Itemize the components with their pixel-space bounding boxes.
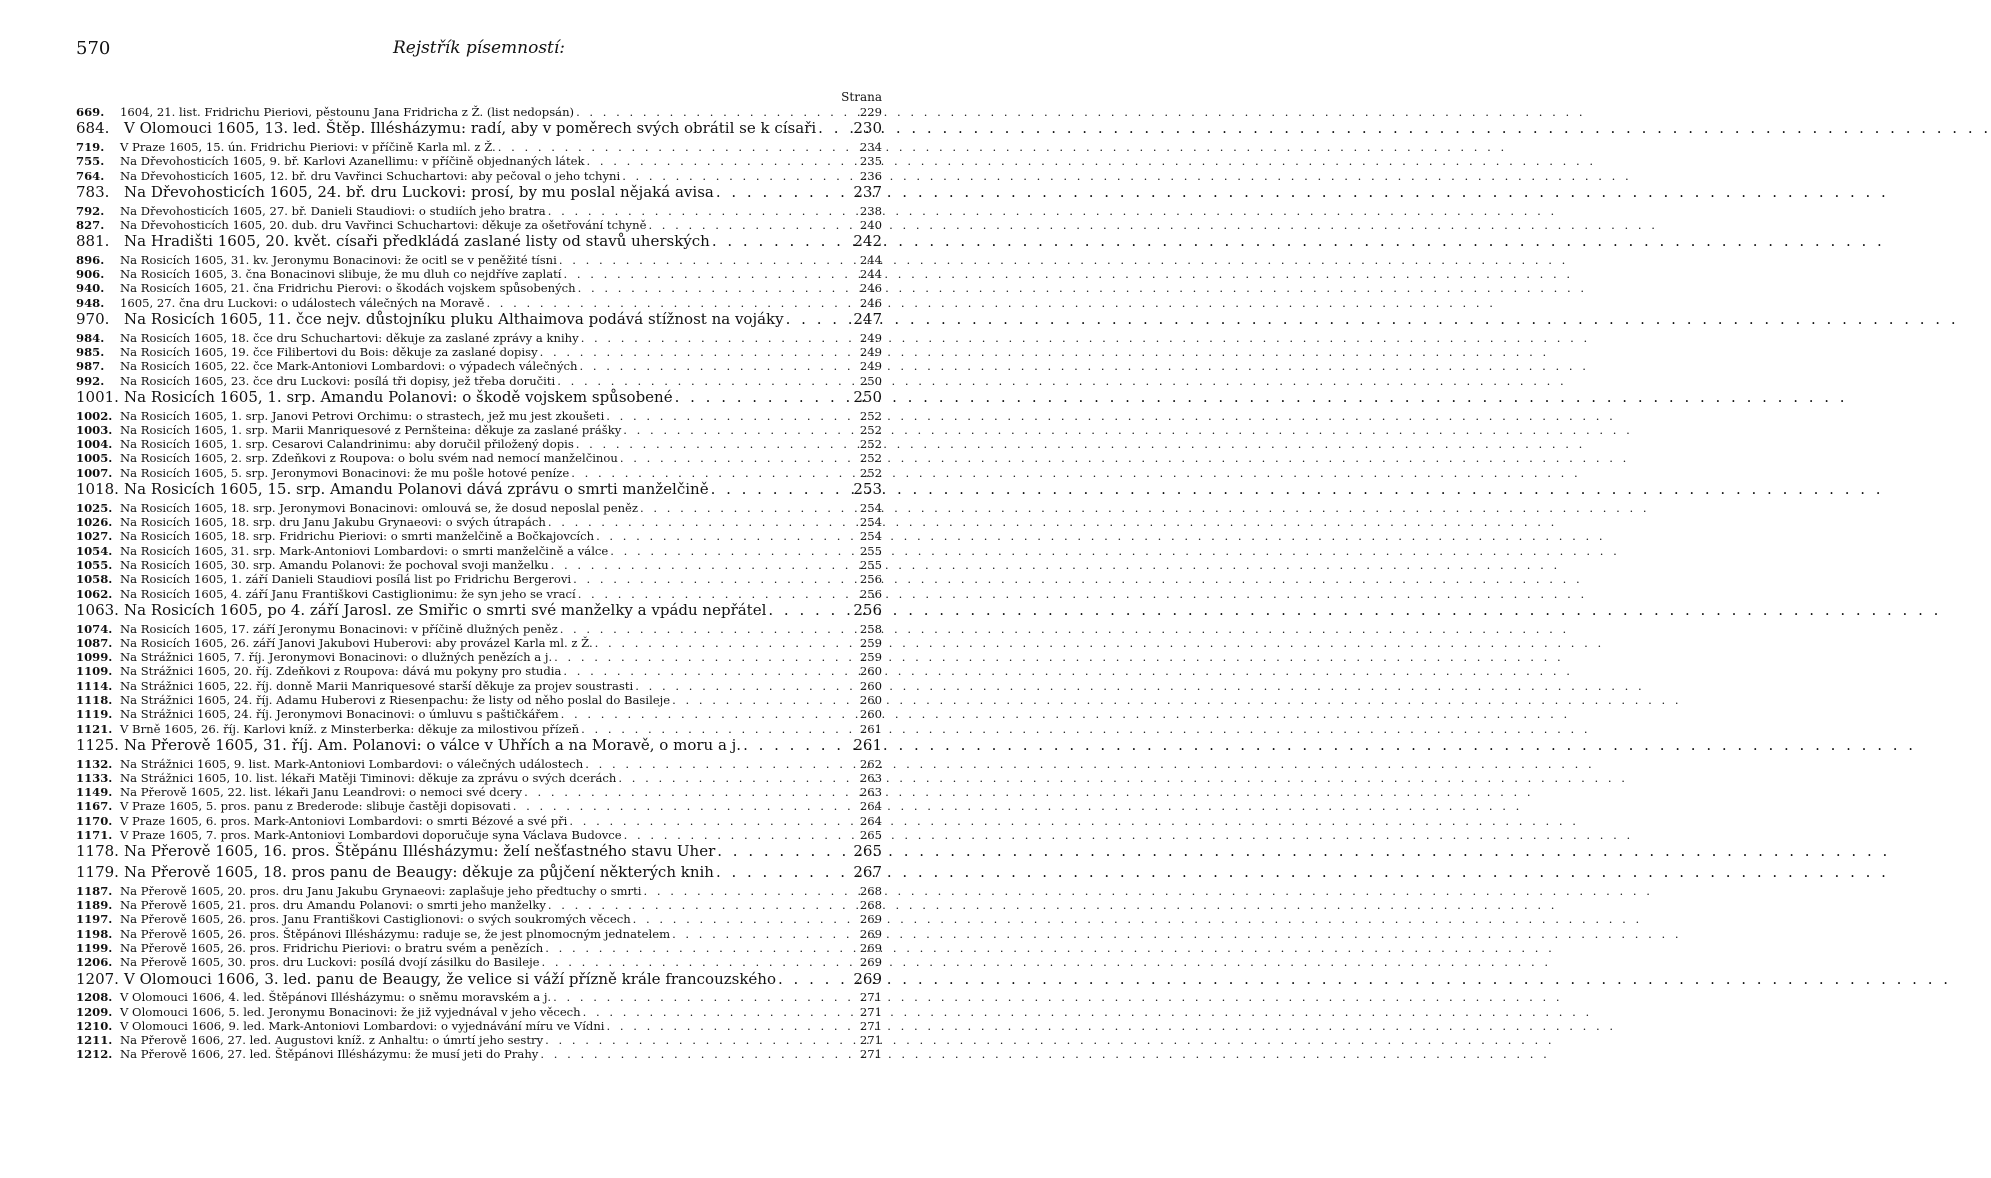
entry-number: 1209.: [76, 1004, 113, 1019]
entry-number: 1118.: [76, 693, 113, 708]
entry-text: Na Strážnici 1605, 24. říj. Adamu Huberovi z Riesenpachu: že listy od něho poslal do Basileje: [120, 693, 671, 708]
dot-leader: [561, 709, 846, 721]
entry-text: Na Dřevohosticích 1605, 20. dub. dru Vavřinci Schuchartovi: děkuje za ošetřování tchyně: [120, 217, 647, 232]
entry-number: 827.: [76, 217, 105, 232]
entry-text: Na Rosicích 1605, 15. srp. Amandu Polanovi dává zprávu o smrti manželčině: [124, 480, 709, 499]
dot-leader: [548, 517, 846, 529]
index-entry: [76, 600, 882, 624]
dot-leader: [578, 283, 846, 295]
dot-leader: [635, 681, 846, 693]
dot-leader: [579, 361, 846, 373]
entry-page: 254: [859, 500, 882, 515]
entry-number: 940.: [76, 281, 105, 296]
entry-number: 987.: [76, 359, 105, 374]
entry-number: 1197.: [76, 912, 113, 927]
dot-leader: [573, 574, 846, 586]
entry-text: V Praze 1605, 7. pros. Mark-Antoniovi Lombardovi doporučuje syna Václava Budovce: [120, 828, 622, 843]
entry-text: Na Rosicích 1605, 4. září Janu Františkovi Castiglionimu: že syn jeho se vrací: [120, 586, 576, 601]
entry-page: 259: [859, 635, 882, 650]
dot-leader: [583, 1007, 846, 1019]
entry-number: 1074.: [76, 621, 113, 636]
entry-page: 264: [859, 799, 882, 814]
entry-number: 1025.: [76, 500, 113, 515]
dot-leader: [620, 453, 846, 465]
entry-number: 1125.: [76, 735, 119, 754]
entry-page: 265: [853, 842, 882, 861]
entry-page: 253: [853, 480, 882, 499]
entry-page: 234: [859, 139, 882, 154]
dot-leader: [596, 531, 846, 543]
entry-number: 1058.: [76, 572, 113, 587]
entry-page: 269: [853, 969, 882, 988]
dot-leader: [595, 638, 846, 650]
entry-text: Na Rosicích 1605, 21. čna Fridrichu Pierovi: o škodách vojskem spůsobených: [120, 281, 576, 296]
entry-page: 256: [859, 586, 882, 601]
dot-leader: [717, 844, 846, 859]
entry-text: Na Přerově 1605, 26. pros. Štěpánovi Illésházymu: raduje se, že jest plnomocným jednatelem: [120, 926, 671, 941]
entry-page: 236: [859, 168, 882, 183]
entry-number: 896.: [76, 252, 105, 267]
entry-text: Na Přerově 1605, 16. pros. Štěpánu Illésházymu: želí nešťastného stavu Uher: [124, 842, 716, 861]
entry-page: 254: [859, 515, 882, 530]
dot-leader: [542, 957, 846, 969]
entry-page: 237: [853, 182, 882, 201]
entry-number: 985.: [76, 345, 105, 360]
entry-text: Na Rosicích 1605, 23. čce dru Luckovi: posílá tři dopisy, jež třeba doručiti: [120, 373, 556, 388]
entry-number: 1005.: [76, 451, 113, 466]
dot-leader: [712, 234, 846, 249]
entry-text: Na Přerově 1605, 26. pros. Fridrichu Pieriovi: o bratru svém a penězích: [120, 940, 544, 955]
entry-page: 271: [859, 1047, 882, 1062]
entry-text: Na Rosicích 1605, 1. srp. Janovi Petrovi Orchimu: o strastech, jež mu jest zkoušeti: [120, 408, 605, 423]
entry-page: 252: [859, 408, 882, 423]
entry-text: V Olomouci 1606, 3. led. panu de Beaugy, že velice si váží přízně krále francouzského: [124, 969, 777, 988]
entry-text: Na Rosicích 1605, 18. srp. Fridrichu Pieriovi: o smrti manželčině a Bočkajovcích: [120, 529, 595, 544]
entry-number: 792.: [76, 203, 105, 218]
entry-text: Na Rosicích 1605, 18. čce dru Schuchartovi: děkuje za zaslané zprávy a knihy: [120, 330, 579, 345]
entry-text: Na Rosicích 1605, 22. čce Mark-Antoniovi Lombardovi: o výpadech válečných: [120, 359, 578, 374]
entry-number: 755.: [76, 154, 105, 169]
dot-leader: [540, 1049, 846, 1061]
entry-page: 258: [859, 621, 882, 636]
entry-page: 252: [859, 451, 882, 466]
dot-leader: [559, 255, 846, 267]
entry-number: 1198.: [76, 926, 113, 941]
entry-text: Na Rosicích 1605, 30. srp. Amandu Polanovi: že pochoval svoji manželku: [120, 557, 549, 572]
page-column-label: Strana: [841, 90, 882, 104]
dot-leader: [618, 773, 846, 785]
entry-page: 259: [859, 650, 882, 665]
entry-text: Na Přerově 1605, 18. pros panu de Beaugy: děkuje za půjčení některých knih: [124, 863, 714, 882]
entry-page: 261: [853, 735, 882, 754]
entry-text: V Praze 1605, 15. ún. Fridrichu Pieriovi: v příčině Karla ml. z Ž.: [120, 139, 496, 154]
entry-page: 242: [853, 232, 882, 251]
entry-text: V Praze 1605, 6. pros. Mark-Antoniovi Lombardovi: o smrti Bézové a své při: [120, 813, 568, 828]
entry-number: 1054.: [76, 543, 113, 558]
dot-leader: [585, 759, 846, 771]
entry-number: 764.: [76, 168, 105, 183]
entry-text: Na Rosicích 1605, 5. srp. Jeronymovi Bonacinovi: že mu pošle hotové peníze: [120, 465, 570, 480]
entry-text: Na Přerově 1605, 21. pros. dru Amandu Polanovi: o smrti jeho manželky: [120, 898, 546, 913]
entry-text: Na Rosicích 1605, 1. srp. Amandu Polanovi: o škodě vojskem spůsobené: [124, 387, 673, 406]
entry-number: 1207.: [76, 969, 119, 988]
entry-text: Na Přerově 1605, 26. pros. Janu Františkovi Castiglionovi: o svých soukromých věcech: [120, 912, 631, 927]
entry-page: 267: [853, 863, 882, 882]
entry-text: Na Strážnici 1605, 24. říj. Jeronymovi Bonacinovi: o úmluvu s paštičkářem: [120, 707, 559, 722]
entry-page: 264: [859, 813, 882, 828]
entry-number: 1002.: [76, 408, 113, 423]
entry-number: 1026.: [76, 515, 113, 530]
entry-text: Na Přerově 1606, 27. led. Štěpánovi Illésházymu: že musí jeti do Prahy: [120, 1047, 539, 1062]
index-entry: [76, 969, 882, 993]
entry-page: 252: [859, 437, 882, 452]
entry-page: 260: [859, 707, 882, 722]
dot-leader: [557, 376, 846, 388]
entry-number: 1199.: [76, 940, 113, 955]
index-entry: [76, 182, 882, 206]
entry-text: Na Dřevohosticích 1605, 27. bř. Danieli Staudiovi: o studiích jeho bratra: [120, 203, 546, 218]
dot-leader: [540, 347, 846, 359]
entry-text: Na Rosicích 1605, 19. čce Filibertovi du Bois: děkuje za zaslané dopisy: [120, 345, 538, 360]
entry-number: 1149.: [76, 785, 113, 800]
entry-number: 1210.: [76, 1018, 113, 1033]
entry-number: 1171.: [76, 828, 113, 843]
entry-text: Na Strážnici 1605, 22. říj. donně Marii Manriquesové starší děkuje za projev soustrasti: [120, 678, 634, 693]
entry-text: Na Rosicích 1605, 1. září Danieli Staudiovi posílá list po Fridrichu Bergerovi: [120, 572, 572, 587]
entry-number: 1007.: [76, 465, 113, 480]
entry-text: V Olomouci 1606, 4. led. Štěpánovi Illésházymu: o sněmu moravském a j.: [120, 990, 552, 1005]
entry-number: 1187.: [76, 883, 113, 898]
entry-page: 268: [859, 898, 882, 913]
entry-page: 269: [859, 926, 882, 941]
index-entry: [76, 234, 882, 255]
entry-text: Na Strážnici 1605, 7. říj. Jeronymovi Bonacinovi: o dlužných penězích a j.: [120, 650, 553, 665]
entry-page: 244: [859, 267, 882, 282]
entry-text: Na Strážnici 1605, 9. list. Mark-Antoniovi Lombardovi: o válečných událostech: [120, 756, 584, 771]
index-entry: [76, 735, 882, 759]
entry-number: 906.: [76, 267, 105, 282]
entry-number: 1178.: [76, 842, 119, 861]
entry-number: 881.: [76, 232, 110, 251]
entry-page: 269: [859, 940, 882, 955]
entry-page: 269: [859, 912, 882, 927]
entry-number: 783.: [76, 182, 110, 201]
entry-page: 247: [853, 310, 882, 329]
entry-text: Na Rosicích 1605, 18. srp. Jeronymovi Bonacinovi: omlouvá se, že dosud neposlal peněz: [120, 500, 639, 515]
entry-text: Na Přerově 1606, 27. led. Augustovi kníž. z Anhaltu: o úmrtí jeho sestry: [120, 1033, 544, 1048]
entry-number: 1001.: [76, 387, 119, 406]
entry-number: 1099.: [76, 650, 113, 665]
index-entries: [76, 107, 882, 1064]
entry-page: 246: [859, 281, 882, 296]
entry-text: Na Přerově 1605, 30. pros. dru Luckovi: posílá dvojí zásilku do Basileje: [120, 955, 540, 970]
entry-page: 256: [853, 600, 882, 619]
index-entry: [76, 482, 882, 503]
entry-number: 1027.: [76, 529, 113, 544]
entry-page: 269: [859, 955, 882, 970]
index-entry: [76, 865, 882, 886]
dot-leader: [513, 801, 846, 813]
entry-text: Na Dřevohosticích 1605, 9. bř. Karlovi Azanellimu: v příčině objednaných látek: [120, 154, 585, 169]
entry-text: Na Rosicích 1605, 31. kv. Jeronymu Bonacinovi: že ocitl se v peněžité tísni: [120, 252, 557, 267]
entry-text: Na Přerově 1605, 20. pros. dru Janu Jakubu Grynaeovi: zaplašuje jeho předtuchy o smrti: [120, 883, 642, 898]
entry-page: 250: [859, 373, 882, 388]
entry-number: 948.: [76, 295, 105, 310]
entry-page: 235: [859, 154, 882, 169]
entry-number: 1133.: [76, 770, 113, 785]
entry-number: 1109.: [76, 664, 113, 679]
entry-page: 263: [859, 785, 882, 800]
dot-leader: [560, 624, 846, 636]
entry-text: V Praze 1605, 5. pros. panu z Brederode: slibuje častěji dopisovati: [120, 799, 511, 814]
entry-text: Na Rosicích 1605, 2. srp. Zdeňkovi z Roupova: o bolu svém nad nemocí manželčinou: [120, 451, 618, 466]
entry-page: 250: [853, 387, 882, 406]
entry-page: 260: [859, 693, 882, 708]
entry-text: Na Rosicích 1605, 1. srp. Cesarovi Calandrinimu: aby doručil přiložený dopis: [120, 437, 574, 452]
dot-leader: [581, 724, 846, 736]
dot-leader: [743, 738, 846, 753]
entry-number: 1212.: [76, 1047, 113, 1062]
dot-leader: [643, 886, 846, 898]
entry-number: 1208.: [76, 990, 113, 1005]
index-entry: [76, 387, 882, 411]
entry-number: 684.: [76, 119, 110, 138]
entry-text: Na Hradišti 1605, 20. květ. císaři předkládá zaslané listy od stavů uherských: [124, 232, 710, 251]
dot-leader: [648, 220, 846, 232]
entry-page: 260: [859, 664, 882, 679]
entry-page: 246: [859, 295, 882, 310]
entry-number: 1018.: [76, 480, 119, 499]
dot-leader: [545, 943, 846, 955]
dot-leader: [610, 546, 846, 558]
dot-leader: [716, 865, 846, 880]
dot-leader: [587, 156, 846, 168]
entry-page: 249: [859, 345, 882, 360]
dot-leader: [569, 816, 846, 828]
entry-text: Na Přerově 1605, 22. list. lékaři Janu Leandrovi: o nemoci své dcery: [120, 785, 523, 800]
dot-leader: [672, 929, 846, 941]
page-header: [76, 38, 882, 62]
dot-leader: [498, 142, 846, 154]
entry-page: 252: [859, 465, 882, 480]
entry-text: V Olomouci 1606, 9. led. Mark-Antoniovi Lombardovi: o vyjednávání míru ve Vídni: [120, 1018, 605, 1033]
entry-page: 249: [859, 359, 882, 374]
entry-page: 255: [859, 557, 882, 572]
index-entry: [76, 312, 882, 333]
entry-text: Na Rosicích 1605, 3. čna Bonacinovi slibuje, že mu dluh co nejdříve zaplatí: [120, 267, 562, 282]
dot-leader: [576, 439, 846, 451]
dot-leader: [578, 589, 846, 601]
entry-number: 1063.: [76, 600, 119, 619]
entry-page: 271: [859, 1018, 882, 1033]
dot-leader: [548, 206, 846, 218]
dot-leader: [818, 121, 846, 136]
entry-page: 265: [859, 828, 882, 843]
dot-leader: [553, 992, 846, 1004]
entry-page: 271: [859, 1004, 882, 1019]
dot-leader: [607, 1021, 846, 1033]
page-number: 570: [76, 38, 111, 59]
entry-number: 1211.: [76, 1033, 113, 1048]
dot-leader: [551, 560, 846, 572]
entry-number: 992.: [76, 373, 105, 388]
entry-number: 1121.: [76, 721, 113, 736]
dot-leader: [623, 425, 846, 437]
index-entry: [76, 1049, 882, 1063]
entry-number: 1206.: [76, 955, 113, 970]
entry-text: Na Dřevohosticích 1605, 24. bř. dru Luckovi: prosí, by mu poslal nějaká avisa: [124, 182, 714, 201]
dot-leader: [716, 185, 846, 200]
entry-text: V Olomouci 1606, 5. led. Jeronymu Bonacinovi: že již vyjednával v jeho věcech: [120, 1004, 581, 1019]
dot-leader: [624, 830, 846, 842]
dot-leader: [571, 468, 846, 480]
entry-number: 1167.: [76, 799, 113, 814]
entry-page: 268: [859, 883, 882, 898]
dot-leader: [606, 411, 846, 423]
dot-leader: [622, 171, 846, 183]
entry-text: Na Rosicích 1605, 18. srp. dru Janu Jakubu Grynaeovi: o svých útrapách: [120, 515, 546, 530]
entry-text: Na Rosicích 1605, po 4. září Jarosl. ze Smiřic o smrti své manželky a vpádu nepřátel: [124, 600, 767, 619]
dot-leader: [545, 1035, 846, 1047]
dot-leader: [672, 695, 846, 707]
entry-text: Na Dřevohosticích 1605, 12. bř. dru Vavřinci Schuchartovi: aby pečoval o jeho tchyni: [120, 168, 621, 183]
entry-page: 256: [859, 572, 882, 587]
entry-page: 261: [859, 721, 882, 736]
entry-number: 1132.: [76, 756, 113, 771]
entry-page: 260: [859, 678, 882, 693]
entry-text: Na Rosicích 1605, 31. srp. Mark-Antoniovi Lombardovi: o smrti manželčině a válce: [120, 543, 609, 558]
entry-page: 255: [859, 543, 882, 558]
dot-leader: [524, 787, 846, 799]
entry-number: 1189.: [76, 898, 113, 913]
entry-number: 719.: [76, 139, 105, 154]
dot-leader: [548, 900, 846, 912]
dot-leader: [640, 503, 846, 515]
entry-number: 1062.: [76, 586, 113, 601]
dot-leader: [768, 603, 846, 618]
dot-leader: [581, 333, 846, 345]
entry-number: 1170.: [76, 813, 113, 828]
entry-number: 1055.: [76, 557, 113, 572]
dot-leader: [554, 652, 846, 664]
dot-leader: [563, 666, 846, 678]
entry-text: Na Strážnici 1605, 20. říj. Zdeňkovi z Roupova: dává mu pokyny pro studia: [120, 664, 562, 679]
dot-leader: [486, 298, 846, 310]
entry-number: 984.: [76, 330, 105, 345]
entry-text: 1605, 27. čna dru Luckovi: o událostech válečných na Moravě: [120, 295, 485, 310]
entry-number: 669.: [76, 105, 105, 119]
entry-page: 230: [853, 119, 882, 138]
index-entry: [76, 844, 882, 865]
dot-leader: [786, 312, 846, 327]
entry-page: 252: [859, 422, 882, 437]
entry-number: 970.: [76, 310, 110, 329]
running-title: Rejstřík písemností:: [392, 38, 566, 58]
entry-page: 244: [859, 252, 882, 267]
entry-page: 254: [859, 529, 882, 544]
entry-text: Na Strážnici 1605, 10. list. lékaři Matěji Timinovi: děkuje za zprávu o svých dcerách: [120, 770, 617, 785]
entry-page: 271: [859, 990, 882, 1005]
entry-text: Na Rosicích 1605, 26. září Janovi Jakubovi Huberovi: aby provázel Karla ml. z Ž.: [120, 635, 593, 650]
entry-number: 1114.: [76, 678, 113, 693]
dot-leader: [711, 482, 846, 497]
entry-page: 271: [859, 1033, 882, 1048]
dot-leader: [576, 107, 846, 119]
entry-text: Na Rosicích 1605, 17. září Jeronymu Bonacinovi: v příčině dlužných peněz: [120, 621, 558, 636]
entry-text: Na Přerově 1605, 31. říj. Am. Polanovi: o válce v Uhřích a na Moravě, o moru a j.: [124, 735, 742, 754]
dot-leader: [564, 269, 846, 281]
entry-number: 1003.: [76, 422, 113, 437]
entry-page: 263: [859, 770, 882, 785]
dot-leader: [778, 972, 846, 987]
entry-number: 1119.: [76, 707, 113, 722]
dot-leader: [633, 914, 846, 926]
entry-page: 262: [859, 756, 882, 771]
entry-text: V Brně 1605, 26. říj. Karlovi kníž. z Minsterberka: děkuje za milostivou přízeň: [120, 721, 580, 736]
entry-text: 1604, 21. list. Fridrichu Pieriovi, pěstounu Jana Fridricha z Ž. (list nedopsán): [120, 105, 575, 119]
entry-text: Na Rosicích 1605, 11. čce nejv. důstojníku pluku Althaimova podává stížnost na vojáky: [124, 310, 784, 329]
entry-page: 238: [859, 203, 882, 218]
entry-page: 229: [859, 105, 882, 119]
index-entry: [76, 121, 882, 142]
entry-text: V Olomouci 1605, 13. led. Štěp. Illésházymu: radí, aby v poměrech svých obrátil se k císaři: [124, 119, 817, 138]
entry-number: 1004.: [76, 437, 113, 452]
entry-page: 249: [859, 330, 882, 345]
entry-text: Na Rosicích 1605, 1. srp. Marii Manriquesové z Pernšteina: děkuje za zaslané prášky: [120, 422, 622, 437]
entry-number: 1087.: [76, 635, 113, 650]
entry-number: 1179.: [76, 863, 119, 882]
entry-page: 240: [859, 217, 882, 232]
dot-leader: [675, 390, 846, 405]
